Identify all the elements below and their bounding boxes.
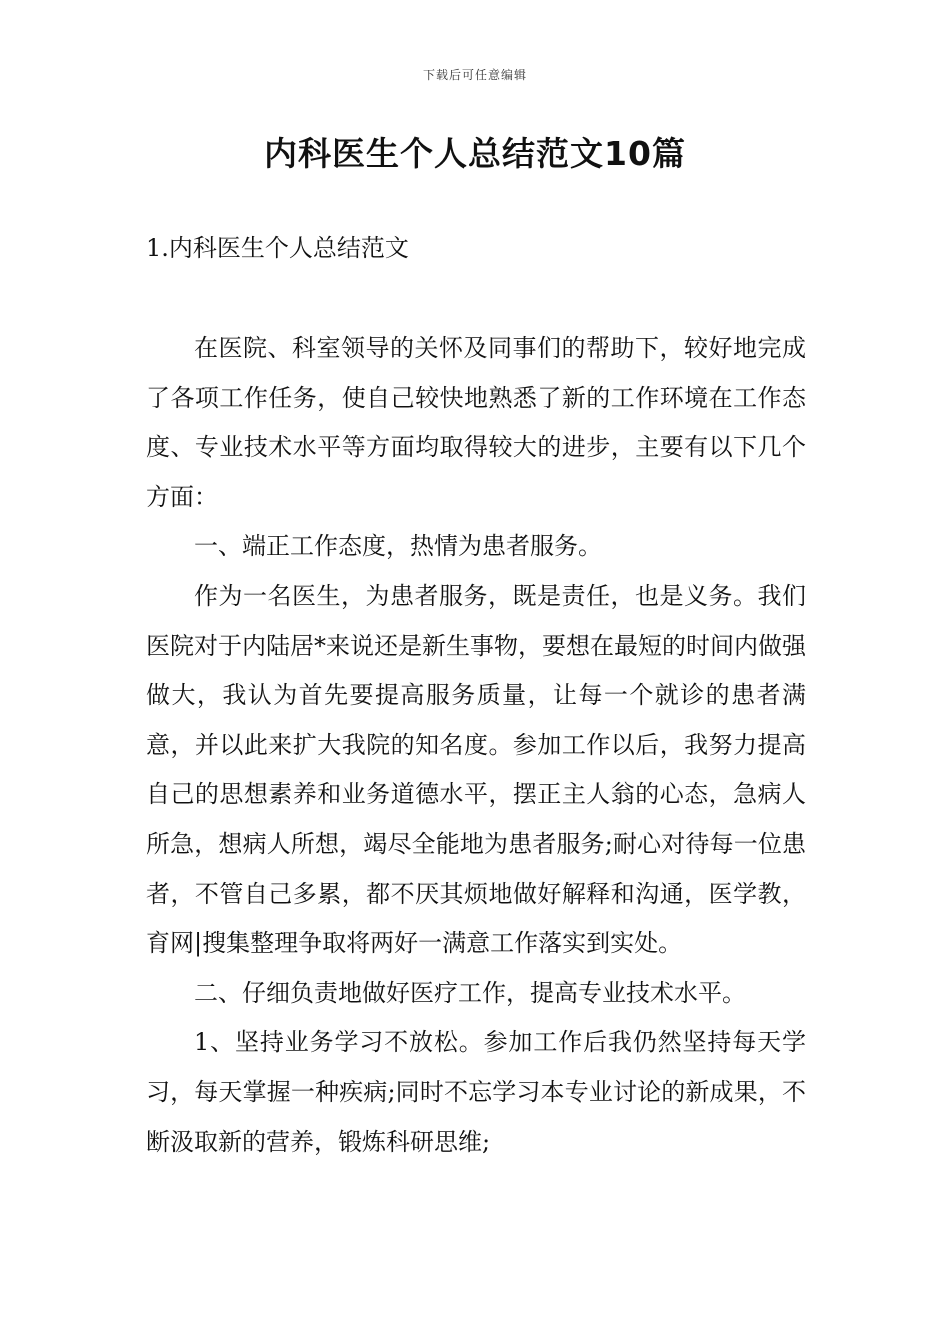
paragraph-heading-2: 二、仔细负责地做好医疗工作，提高专业技术水平。 bbox=[194, 978, 746, 1007]
section-heading: 1.内科医生个人总结范文 bbox=[146, 234, 409, 262]
header-note: 下载后可任意编辑 bbox=[422, 68, 527, 82]
paragraph-heading-1: 一、端正工作态度，热情为患者服务。 bbox=[194, 532, 602, 561]
paragraph-service: 作为一名医生，为患者服务，既是责任，也是义务。我们医院对于内陆居*来说还是新生事物，要想在最短的时间内做强做大，我认为首先要提高服务质量，让每一个就诊的患者满意，并以此来扩大我院的知名度。参加工作以后，我努力提高自己的思想素养和业务道德水平，摆正主人翁的心态，急病人所急，想病人所想，竭尽全能地为患者服务;耐心对待每一位患者，不管自己多累，都不厌其烦地做好解释和沟通，医学教，育网|搜集整理争取将两好一满意工作落实到实处。 bbox=[146, 581, 806, 958]
paragraph-intro: 在医院、科室领导的关怀及同事们的帮助下，较好地完成了各项工作任务，使自己较快地熟悉了新的工作环境在工作态度、专业技术水平等方面均取得较大的进步，主要有以下几个方面： bbox=[146, 334, 806, 511]
document-title: 内科医生个人总结范文10篇 bbox=[264, 134, 686, 173]
document-body bbox=[146, 324, 806, 1167]
paragraph-study: 1、坚持业务学习不放松。参加工作后我仍然坚持每天学习，每天掌握一种疾病;同时不忘学习本专业讨论的新成果，不断汲取新的营养，锻炼科研思维; bbox=[146, 1028, 806, 1156]
